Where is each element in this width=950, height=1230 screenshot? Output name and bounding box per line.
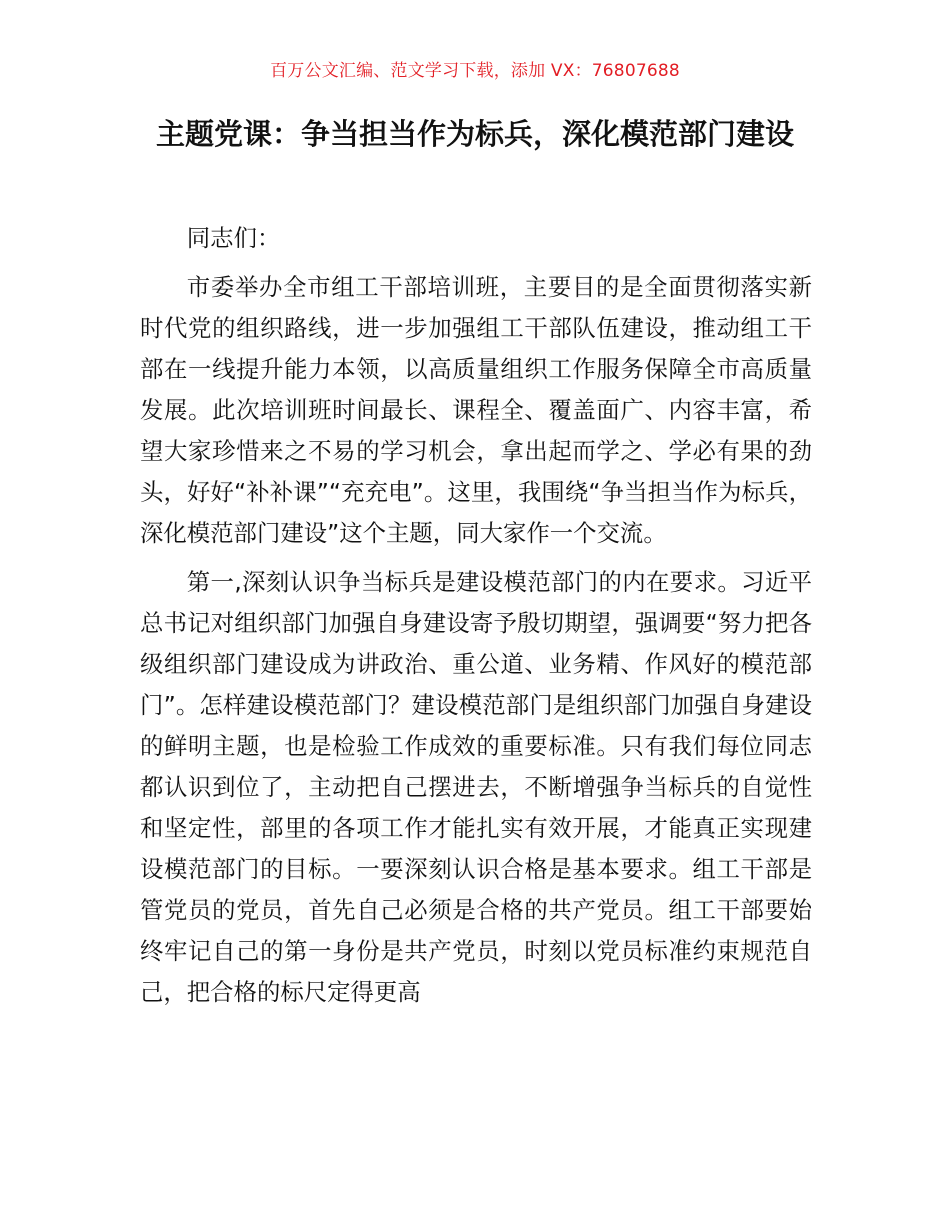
watermark-header: 百万公文汇编、范文学习下载，添加 VX：76807688 (270, 61, 680, 81)
greeting: 同志们： (186, 224, 281, 252)
document-title: 主题党课：争当担当作为标兵，深化模范部门建设 (155, 117, 794, 151)
paragraph-first-point: 第一,深刻认识争当标兵是建设模范部门的内在要求。习近平总书记对组织部门加强自身建设寄予殷切期望，强调要“努力把各级组织部门建设成为讲政治、重公道、业务精、作风好的模范部门”。怎样建设模范部门？建设模范部门是组织部门加强自身建设的鲜明主题，也是检验工作成效的重要标准。只有我们每位同志都认识到位了，主动把自己摆进去，不断增强争当标兵的自觉性和坚定性，部里的各项工作才能扎实有效开展，才能真正实现建设模范部门的目标。一要深刻认识合格是基本要求。组工干部是管党员的党员，首先自己必须是合格的共产党员。组工干部要始终牢记自己的第一身份是共产党员，时刻以党员标准约束规范自己，把合格的标尺定得更高 (140, 568, 812, 1006)
document-body (140, 218, 812, 1013)
paragraph-intro: 市委举办全市组工干部培训班，主要目的是全面贯彻落实新时代党的组织路线，进一步加强组工干部队伍建设，推动组工干部在一线提升能力本领，以高质量组织工作服务保障全市高质量发展。此次培训班时间最长、课程全、覆盖面广、内容丰富，希望大家珍惜来之不易的学习机会，拿出起而学之、学必有果的劲头，好好“补补课”“充充电”。这里，我围绕“争当担当作为标兵，深化模范部门建设”这个主题，同大家作一个交流。 (140, 273, 812, 547)
